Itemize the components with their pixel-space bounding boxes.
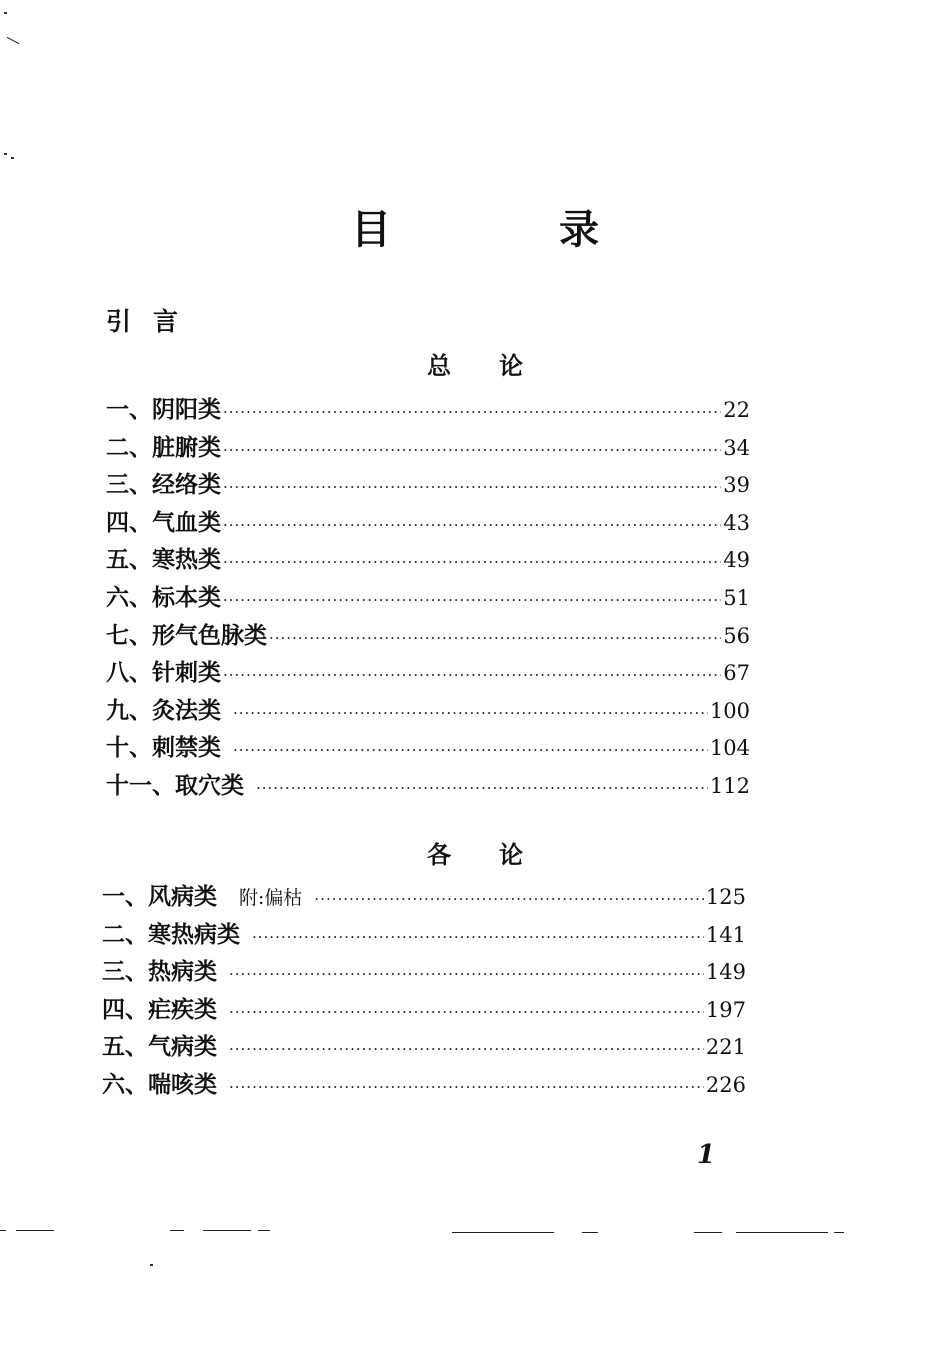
toc-entry[interactable] <box>106 579 750 617</box>
toc-entry-label: 七、形气色脉类 <box>106 621 267 649</box>
scan-speck <box>4 153 7 155</box>
toc-entry-label: 二、寒热病类 <box>102 920 240 948</box>
toc-entry-page: 56 <box>723 623 750 648</box>
toc-entry-label: 六、标本类 <box>106 583 221 611</box>
toc-entry[interactable] <box>106 729 750 767</box>
toc-entry-label: 一、阴阳类 <box>106 396 221 423</box>
scan-stroke <box>7 37 20 44</box>
dot-leader <box>229 1078 704 1096</box>
toc-entry-label: 四、疟疾类 <box>102 995 217 1023</box>
toc-entry-page: 49 <box>723 548 750 573</box>
toc-entry-page: 22 <box>723 398 750 422</box>
intro-heading: 引言 <box>106 307 201 336</box>
toc-entry-page: 149 <box>705 960 746 985</box>
dot-leader <box>223 591 721 609</box>
scan-stroke <box>258 1230 270 1231</box>
toc-entry[interactable] <box>102 916 746 954</box>
toc-entry-label: 一、风病类 <box>102 883 217 910</box>
dot-leader <box>229 1003 704 1021</box>
toc-entry-page: 34 <box>723 435 750 460</box>
toc-entry[interactable] <box>106 654 750 692</box>
scan-stroke <box>16 1230 54 1231</box>
toc-entry-label: 三、经络类 <box>106 471 221 499</box>
toc-entry[interactable] <box>102 953 746 991</box>
scan-stroke <box>0 1230 6 1231</box>
toc-entry-label: 五、寒热类 <box>106 546 221 574</box>
toc-entry[interactable] <box>106 541 750 579</box>
toc-entry[interactable] <box>102 1028 746 1066</box>
toc-entry-page: 51 <box>723 585 750 610</box>
dot-leader <box>229 1040 704 1058</box>
toc-entry-label: 六、喘咳类 <box>102 1070 217 1098</box>
scan-stroke <box>203 1230 251 1231</box>
scan-stroke <box>170 1230 184 1231</box>
general-toc-list <box>106 391 750 805</box>
scan-stroke <box>582 1232 598 1233</box>
page-title: 目 录 <box>351 206 663 253</box>
dot-leader <box>229 965 704 983</box>
dot-leader <box>223 666 721 684</box>
toc-entry-page: 43 <box>723 510 750 535</box>
scan-stroke <box>834 1232 844 1233</box>
toc-entry-label: 十一、取穴类 <box>106 771 244 799</box>
page-number: 1 <box>697 1140 716 1170</box>
toc-entry-label: 八、针刺类 <box>106 659 221 687</box>
toc-entry-page: 67 <box>723 661 750 686</box>
toc-entry-label: 九、灸法类 <box>106 696 221 724</box>
general-section-heading: 总论 <box>427 351 571 380</box>
toc-entry[interactable] <box>106 466 750 504</box>
dot-leader <box>223 478 721 496</box>
scan-speck <box>4 12 7 14</box>
toc-entry-label: 五、气病类 <box>102 1033 217 1061</box>
dot-leader <box>223 516 721 534</box>
dot-leader <box>233 704 708 722</box>
toc-entry[interactable] <box>106 767 750 805</box>
toc-entry-page: 226 <box>705 1072 746 1097</box>
toc-entry-page: 39 <box>723 473 750 498</box>
toc-entry-note: 附:偏枯 <box>239 887 303 909</box>
scan-speck <box>11 157 14 159</box>
scan-stroke <box>694 1232 722 1233</box>
toc-entry[interactable] <box>102 878 746 916</box>
dot-leader <box>223 403 721 421</box>
specific-section-heading: 各论 <box>427 840 571 869</box>
dot-leader <box>256 779 708 797</box>
toc-entry-page: 221 <box>705 1035 746 1060</box>
toc-entry-page: 100 <box>709 698 750 723</box>
dot-leader <box>314 890 704 908</box>
toc-entry-page: 104 <box>709 736 750 761</box>
toc-entry[interactable] <box>106 391 750 429</box>
toc-entry-page: 112 <box>709 773 750 798</box>
dot-leader <box>223 441 721 459</box>
scan-stroke <box>736 1232 828 1233</box>
specific-toc-list <box>102 878 746 1104</box>
toc-entry[interactable] <box>102 1066 746 1104</box>
dot-leader <box>269 629 721 647</box>
toc-entry-page: 141 <box>705 922 746 947</box>
toc-entry-label: 十、刺禁类 <box>106 734 221 762</box>
toc-entry-label: 四、气血类 <box>106 508 221 536</box>
scan-speck <box>150 1264 153 1266</box>
toc-entry[interactable] <box>102 991 746 1029</box>
dot-leader <box>252 928 704 946</box>
toc-entry[interactable] <box>106 692 750 730</box>
toc-entry-label: 二、脏腑类 <box>106 433 221 461</box>
toc-entry[interactable] <box>106 504 750 542</box>
scan-stroke <box>452 1232 554 1233</box>
toc-entry-page: 197 <box>705 997 746 1022</box>
toc-entry[interactable] <box>106 617 750 655</box>
toc-entry-page: 125 <box>705 885 746 909</box>
dot-leader <box>233 741 708 759</box>
toc-entry-label: 三、热病类 <box>102 958 217 986</box>
toc-entry[interactable] <box>106 429 750 467</box>
dot-leader <box>223 553 721 571</box>
